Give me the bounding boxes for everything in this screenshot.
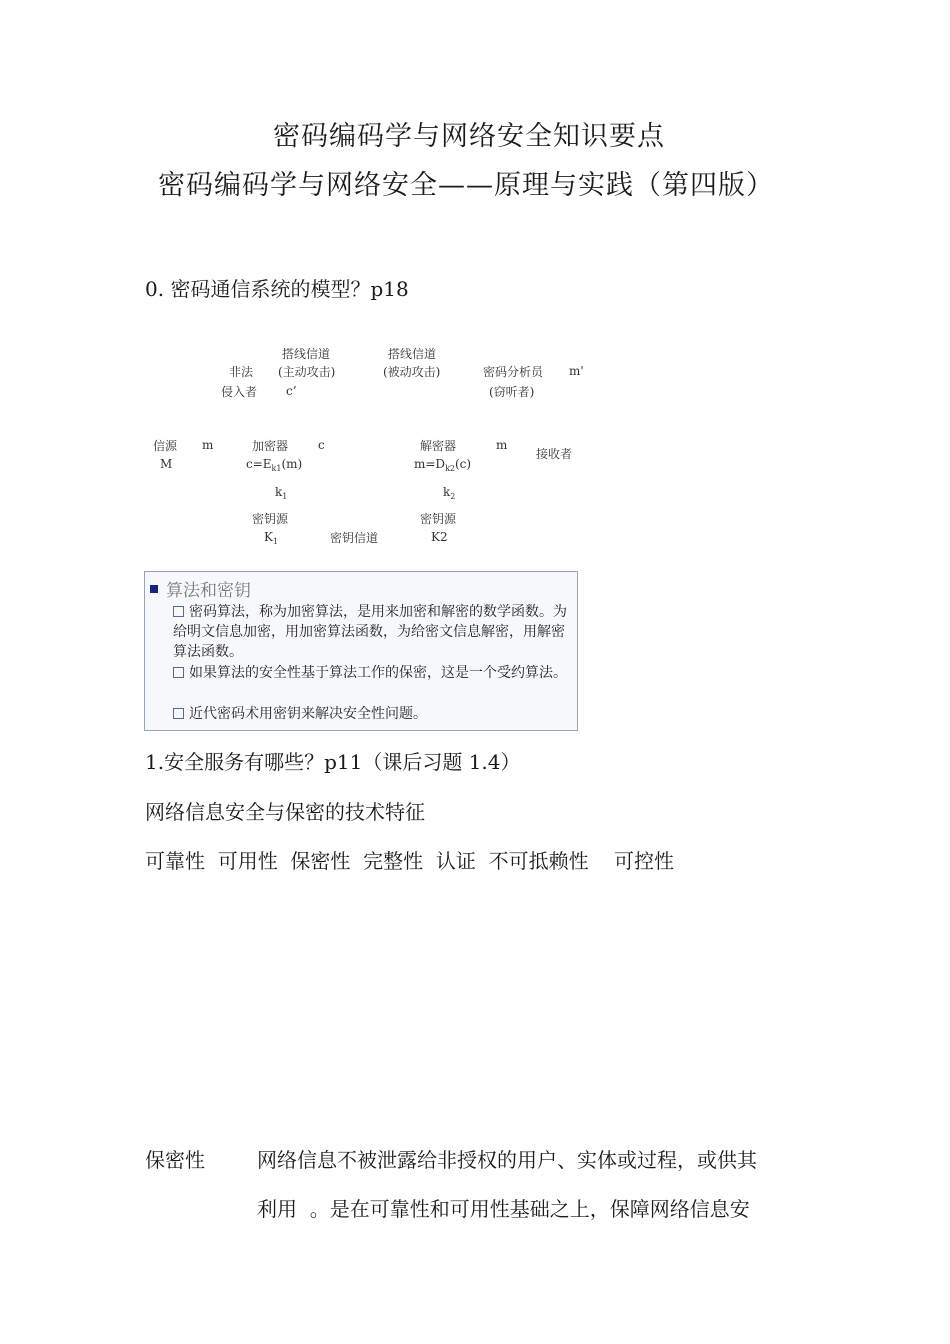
page-subtitle: 密码编码学与网络安全——原理与实践（第四版） bbox=[158, 170, 774, 201]
slide-heading: 算法和密钥 bbox=[150, 576, 251, 601]
key-source-1-symbol: $K_1$ bbox=[264, 530, 279, 546]
page-title: 密码编码学与网络安全知识要点 bbox=[273, 121, 665, 152]
algorithm-key-slide bbox=[144, 571, 578, 731]
tap-active-note: (主动攻击) bbox=[278, 365, 336, 379]
key-channel-label: 密钥信道 bbox=[330, 531, 379, 545]
checkbox-bullet-icon bbox=[173, 606, 184, 617]
analyst-note: (窃听者) bbox=[489, 385, 535, 399]
source-label: 信源 bbox=[153, 439, 178, 453]
slide-bullet: 近代密码术用密钥来解决安全性问题。 bbox=[173, 704, 568, 724]
plaintext-m-out-label: m bbox=[496, 438, 508, 452]
intruder-label-2: 侵入者 bbox=[221, 385, 258, 399]
definition-line-2: 利用 。是在可靠性和可用性基础之上，保障网络信息安 bbox=[257, 1197, 750, 1221]
key-source-2-symbol: K2 bbox=[431, 530, 448, 544]
tap-passive-label: 搭线信道 bbox=[388, 347, 437, 361]
key-source-2-label: 密钥源 bbox=[420, 512, 457, 526]
decryptor-formula: $m=D_{k2}(c)$ bbox=[414, 457, 472, 473]
term-confidentiality: 保密性 bbox=[145, 1148, 205, 1172]
ciphertext-c-label: c bbox=[318, 438, 325, 452]
bullet-square-icon bbox=[150, 585, 158, 593]
question-0: 0. 密码通信系统的模型？p18 bbox=[145, 277, 409, 301]
encryptor-formula: $c=E_{k1}(m)$ bbox=[246, 457, 303, 473]
definition-line-1: 网络信息不被泄露给非授权的用户、实体或过程，或供其 bbox=[257, 1148, 757, 1172]
decryptor-label: 解密器 bbox=[420, 439, 457, 453]
key-k1-label: $k_1$ bbox=[275, 485, 288, 501]
tap-passive-note: (被动攻击) bbox=[383, 365, 441, 379]
checkbox-bullet-icon bbox=[173, 708, 184, 719]
c-prime-label: c’ bbox=[286, 384, 297, 398]
tap-active-label: 搭线信道 bbox=[282, 347, 331, 361]
slide-bullet: 密码算法，称为加密算法，是用来加密和解密的数学函数。为给明文信息加密，用加密算法函数，为给密文信息解密，用解密算法函数。 bbox=[173, 604, 567, 660]
section-subheading: 网络信息安全与保密的技术特征 bbox=[145, 800, 425, 824]
analyst-label: 密码分析员 bbox=[483, 365, 544, 379]
encryptor-label: 加密器 bbox=[252, 439, 289, 453]
question-1: 1.安全服务有哪些？p11（课后习题 1.4） bbox=[145, 750, 521, 774]
source-symbol: M bbox=[160, 457, 173, 471]
key-k2-label: $k_2$ bbox=[443, 485, 456, 501]
checkbox-bullet-icon bbox=[173, 667, 184, 678]
m-prime-label: m' bbox=[569, 364, 584, 378]
key-source-1-label: 密钥源 bbox=[252, 512, 289, 526]
plaintext-m-label: m bbox=[202, 438, 214, 452]
security-features-list: 可靠性 可用性 保密性 完整性 认证 不可抵赖性 可控性 bbox=[145, 849, 675, 873]
intruder-label: 非法 bbox=[229, 365, 254, 379]
receiver-label: 接收者 bbox=[536, 447, 573, 461]
slide-bullet: 如果算法的安全性基于算法工作的保密，这是一个受约算法。 bbox=[173, 663, 568, 683]
